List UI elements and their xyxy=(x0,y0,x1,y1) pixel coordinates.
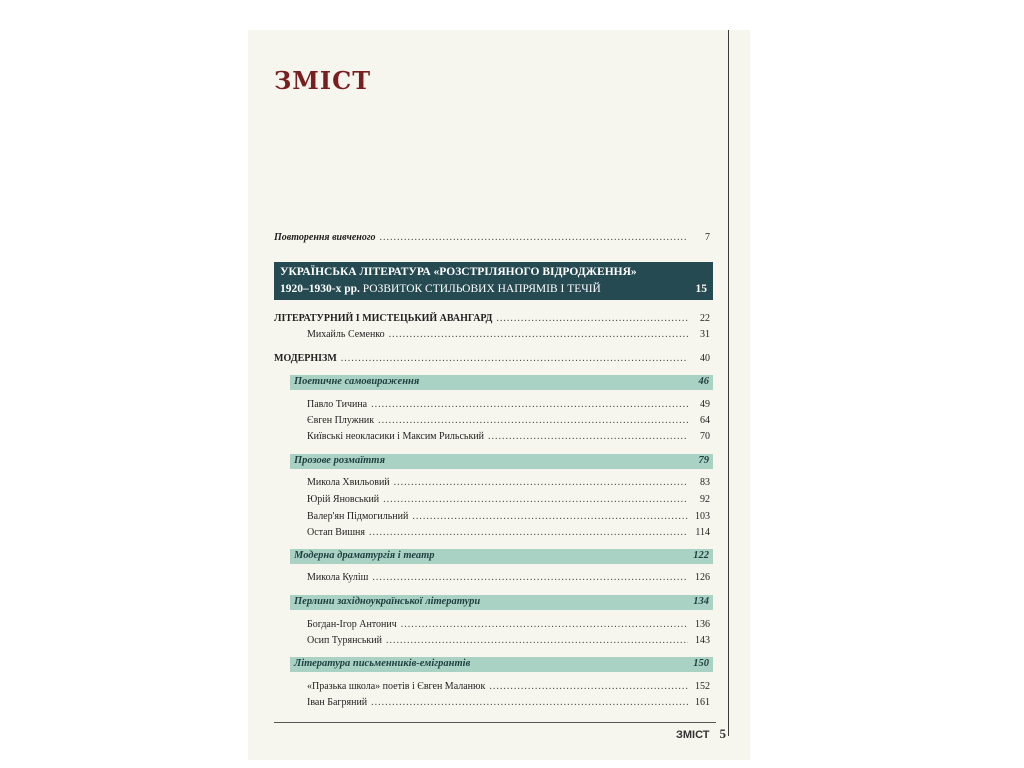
toc-entry-page: 31 xyxy=(700,329,710,340)
toc-entry-label: Повторення вивченого xyxy=(274,232,376,243)
toc-entry-review[interactable] xyxy=(274,232,710,248)
leader-dots xyxy=(496,313,688,324)
toc-entry-page: 40 xyxy=(700,353,710,364)
leader-dots xyxy=(489,681,688,692)
section-bar-poetic[interactable] xyxy=(290,375,713,390)
toc-entry[interactable] xyxy=(307,511,710,527)
toc-entry-page: 136 xyxy=(695,619,710,630)
leader-dots xyxy=(380,232,688,243)
leader-dots xyxy=(386,635,688,646)
toc-entry-semenko[interactable] xyxy=(307,329,710,345)
footer-label: ЗМІСТ xyxy=(676,729,710,741)
toc-entry-page: 143 xyxy=(695,635,710,646)
section-bar-drama[interactable] xyxy=(290,549,713,564)
toc-entry-label: Микола Хвильовий xyxy=(307,477,390,488)
section-page: 46 xyxy=(698,376,709,387)
toc-entry-label: Богдан-Ігор Антонич xyxy=(307,619,397,630)
leader-dots xyxy=(394,477,688,488)
page-title: ЗМІСТ xyxy=(274,66,372,95)
leader-dots xyxy=(341,353,688,364)
toc-entry[interactable] xyxy=(307,494,710,510)
toc-entry-label: Юрій Яновський xyxy=(307,494,380,505)
leader-dots xyxy=(412,511,688,522)
toc-entry-page: 152 xyxy=(695,681,710,692)
toc-entry[interactable] xyxy=(307,415,710,431)
toc-entry-label: «Празька школа» поетів і Євген Маланюк xyxy=(307,681,486,692)
section-bar-western[interactable] xyxy=(290,595,713,610)
toc-entry-page: 92 xyxy=(700,494,710,505)
toc-entry[interactable] xyxy=(307,619,710,635)
leader-dots xyxy=(389,329,688,340)
leader-dots xyxy=(371,697,688,708)
section-label: Модерна драматургія і театр xyxy=(294,550,435,561)
section-label: Прозове розмаїття xyxy=(294,455,386,466)
section-page: 134 xyxy=(693,596,709,607)
toc-entry-label: МОДЕРНІЗМ xyxy=(274,353,337,364)
part-banner-subtitle: РОЗВИТОК СТИЛЬОВИХ НАПРЯМІВ І ТЕЧІЙ xyxy=(359,283,601,295)
page-number: 5 xyxy=(719,726,726,741)
leader-dots xyxy=(383,494,688,505)
part-banner[interactable] xyxy=(274,262,713,300)
toc-entry-page: 22 xyxy=(700,313,710,324)
toc-entry-page: 70 xyxy=(700,431,710,442)
section-label: Поетичне самовираження xyxy=(294,376,420,387)
leader-dots xyxy=(372,572,688,583)
toc-entry-label: Микола Куліш xyxy=(307,572,369,583)
page-edge-rule xyxy=(728,30,729,736)
toc-entry[interactable] xyxy=(307,431,710,447)
toc-entry-label: Валер'ян Підмогильний xyxy=(307,511,409,522)
part-banner-line1: УКРАЇНСЬКА ЛІТЕРАТУРА «РОЗСТРІЛЯНОГО ВІДРОДЖЕННЯ» xyxy=(280,266,637,278)
section-page: 79 xyxy=(698,455,709,466)
toc-entry[interactable] xyxy=(307,697,710,713)
toc-entry-page: 103 xyxy=(695,511,710,522)
section-page: 150 xyxy=(693,658,709,669)
toc-entry[interactable] xyxy=(307,527,710,543)
toc-entry-label: Осип Турянський xyxy=(307,635,382,646)
toc-entry-label: Михайль Семенко xyxy=(307,329,385,340)
toc-entry-avantgarde[interactable] xyxy=(274,313,710,329)
toc-entry-label: Євген Плужник xyxy=(307,415,375,426)
footer-rule xyxy=(274,722,716,723)
toc-entry-page: 7 xyxy=(705,232,710,243)
toc-entry-label: ЛІТЕРАТУРНИЙ І МИСТЕЦЬКИЙ АВАНГАРД xyxy=(274,313,493,324)
toc-entry-page: 49 xyxy=(700,399,710,410)
leader-dots xyxy=(371,399,688,410)
toc-entry-label: Павло Тичина xyxy=(307,399,368,410)
part-banner-page: 15 xyxy=(695,283,707,295)
toc-entry-modernism[interactable] xyxy=(274,353,710,369)
toc-entry[interactable] xyxy=(307,399,710,415)
leader-dots xyxy=(369,527,688,538)
toc-entry[interactable] xyxy=(307,572,710,588)
section-page: 122 xyxy=(693,550,709,561)
section-bar-prose[interactable] xyxy=(290,454,713,469)
toc-entry[interactable] xyxy=(307,681,710,697)
toc-entry-label: Остап Вишня xyxy=(307,527,365,538)
toc-entry[interactable] xyxy=(307,477,710,493)
part-banner-line2 xyxy=(280,283,601,295)
toc-entry-page: 83 xyxy=(700,477,710,488)
toc-entry-label: Київські неокласики і Максим Рильський xyxy=(307,431,485,442)
toc-entry[interactable] xyxy=(307,635,710,651)
toc-entry-page: 114 xyxy=(695,527,710,538)
leader-dots xyxy=(401,619,688,630)
leader-dots xyxy=(378,415,688,426)
section-bar-emigrants[interactable] xyxy=(290,657,713,672)
page-footer xyxy=(676,726,726,742)
section-label: Перлини західноукраїнської літератури xyxy=(294,596,481,607)
part-banner-years: 1920–1930-х рр. xyxy=(280,283,360,295)
section-label: Література письменників-емігрантів xyxy=(294,658,471,669)
toc-entry-page: 161 xyxy=(695,697,710,708)
toc-entry-page: 126 xyxy=(695,572,710,583)
toc-entry-page: 64 xyxy=(700,415,710,426)
toc-entry-label: Іван Багряний xyxy=(307,697,368,708)
leader-dots xyxy=(488,431,688,442)
